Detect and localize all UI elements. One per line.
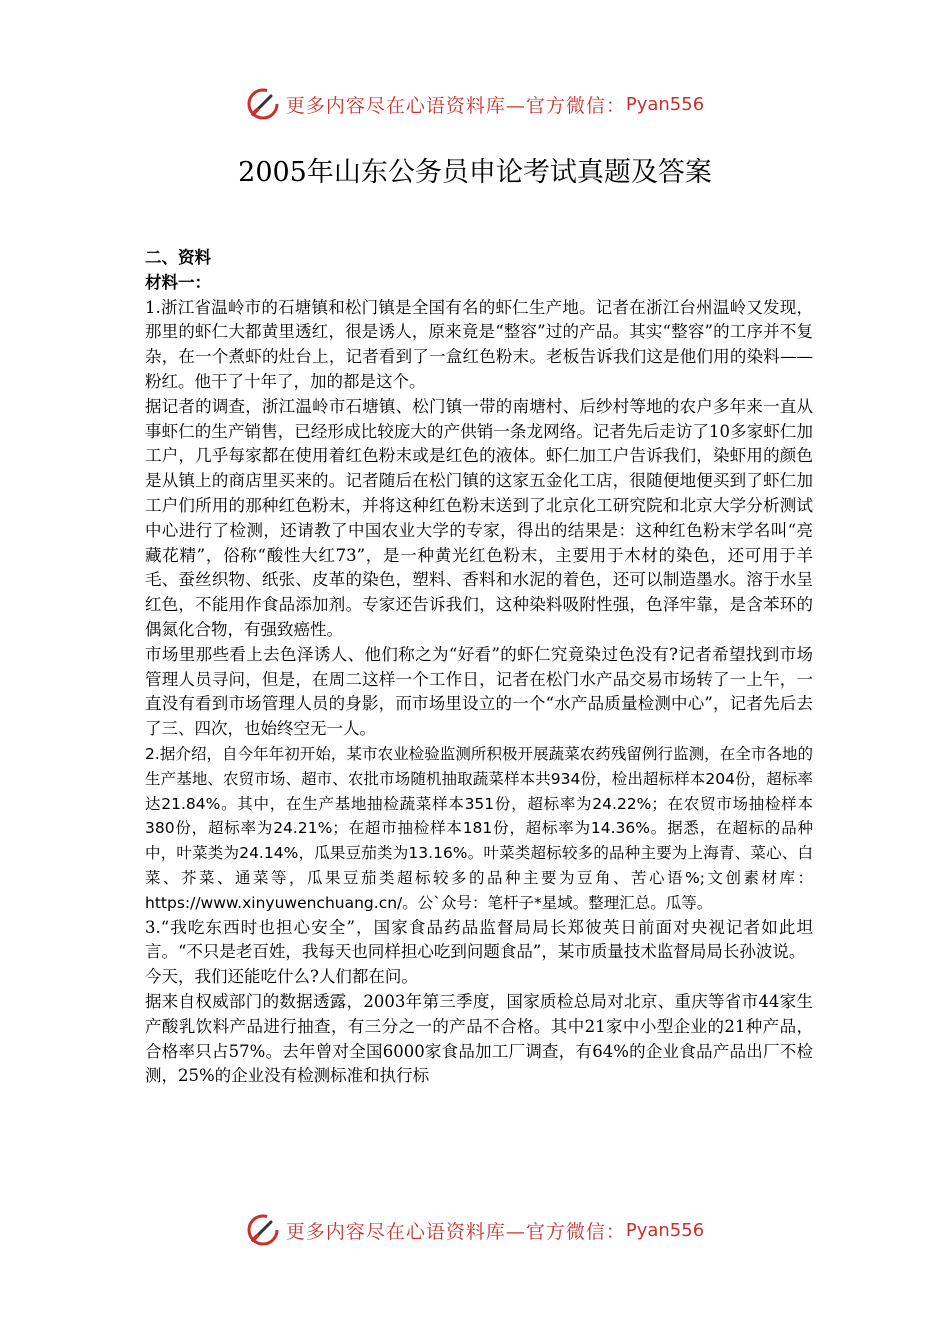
brush-logo-icon: [246, 87, 280, 121]
watermark-banner-top: [0, 84, 950, 124]
paragraph-7: 据来自权威部门的数据透露，2003年第三季度，国家质检总局对北京、重庆等省市44家生产酸乳饮料产品进行抽查，有三分之一的产品不合格。其中21家中小型企业的21种产品，合格率只占57%。去年曾对全国6000家食品加工厂调查，有64%的企业食品产品出厂不检测，25%的企业没有检测标准和执行标: [145, 991, 813, 1086]
watermark-banner-bottom: [0, 1210, 950, 1250]
document-title: 2005年山东公务员申论考试真题及答案: [238, 157, 712, 188]
paragraph-2: 据记者的调查，浙江温岭市石塘镇、松门镇一带的南塘村、后纱村等地的农户多年来一直从事虾仁的生产销售，已经形成比较庞大的产供销一条龙网络。记者先后走访了10多家虾仁加工户，几乎每家都在使用着红色粉末或是红色的液体。虾仁加工户告诉我们，染虾用的颜色是从镇上的商店里买来的。记者随后在松门镇的这家五金化工店，很随便地便买到了虾仁加工户们所用的那种红色粉末，并将这种红色粉末送到了北京化工研究院和北京大学分析测试中心进行了检测，还请教了中国农业大学的专家，得出的结果是：这种红色粉末学名叫“亮藏花精”，俗称“酸性大红73”，是一种黄光红色粉末，主要用于木材的染色，还可用于羊毛、蚕丝织物、纸张、皮革的染色，塑料、香料和水泥的着色，还可以制造墨水。溶于水呈红色，不能用作食品添加剂。专家还告诉我们，这种染料吸附性强，色泽牢靠，是含苯环的偶氮化合物，有强致癌性。: [145, 396, 813, 639]
banner-wechat-id: Pyan556: [625, 93, 705, 115]
paragraph-3: 市场里那些看上去色泽诱人、他们称之为“好看”的虾仁究竟染过色没有?记者希望找到市场管理人员寻问，但是，在周二这样一个工作日，记者在松门水产品交易市场转了一上午，一直没有看到市场管理人员的身影，而市场里设立的一个“水产品质量检测中心”，记者先后去了三、四次，也始终空无一人。: [145, 644, 813, 739]
paragraph-6: 今天，我们还能吃什么?人们都在问。: [145, 967, 418, 987]
section-heading: 二、资料: [145, 248, 211, 267]
banner-text: 更多内容尽在心语资料库—官方微信：: [285, 1220, 626, 1243]
paragraph-4: 2.据介绍，自今年年初开始，某市农业检验监测所积极开展蔬菜农药残留例行监测，在全市各地的生产基地、农贸市场、超市、农批市场随机抽取蔬菜样本共934份，检出超标样本204份，超标率达21.84%。其中，在生产基地抽检蔬菜样本351份，超标率为24.22%；在农贸市场抽检样本380份，超标率为24.21%；在超市抽检样本181份，超标率为14.36%。据悉，在超标的品种中，叶菜类为24.14%，瓜果豆茄类为13.16%。叶菜类超标较多的品种主要为上海青、菜心、白菜、芥菜、通菜等，瓜果豆茄类超标较多的品种主要为豆角、苦心语%;文创素材库：https://www.xinyuwenchuang.cn/。公`众号：笔杆子*星域。整理汇总。瓜等。: [145, 744, 813, 912]
paragraph-5: 3.“我吃东西时也担心安全”，国家食品药品监督局局长郑彼英日前面对央视记者如此坦言。“不只是老百姓，我每天也同样担心吃到问题食品”，某市质量技术监督局局长孙波说。: [145, 917, 813, 962]
document-body: [145, 246, 813, 1089]
banner-text: 更多内容尽在心语资料库—官方微信：: [285, 94, 626, 117]
banner-wechat-id: Pyan556: [625, 1219, 705, 1241]
paragraph-1: 1.浙江省温岭市的石塘镇和松门镇是全国有名的虾仁生产地。记者在浙江台州温岭又发现，那里的虾仁大都黄里透红，很是诱人，原来竟是“整容”过的产品。其实“整容”的工序并不复杂，在一个煮虾的灶台上，记者看到了一盒红色粉末。老板告诉我们这是他们用的染料——粉红。他干了十年了，加的都是这个。: [145, 297, 813, 391]
brush-logo-icon: [246, 1213, 280, 1247]
material-heading: 材料一：: [145, 272, 211, 292]
